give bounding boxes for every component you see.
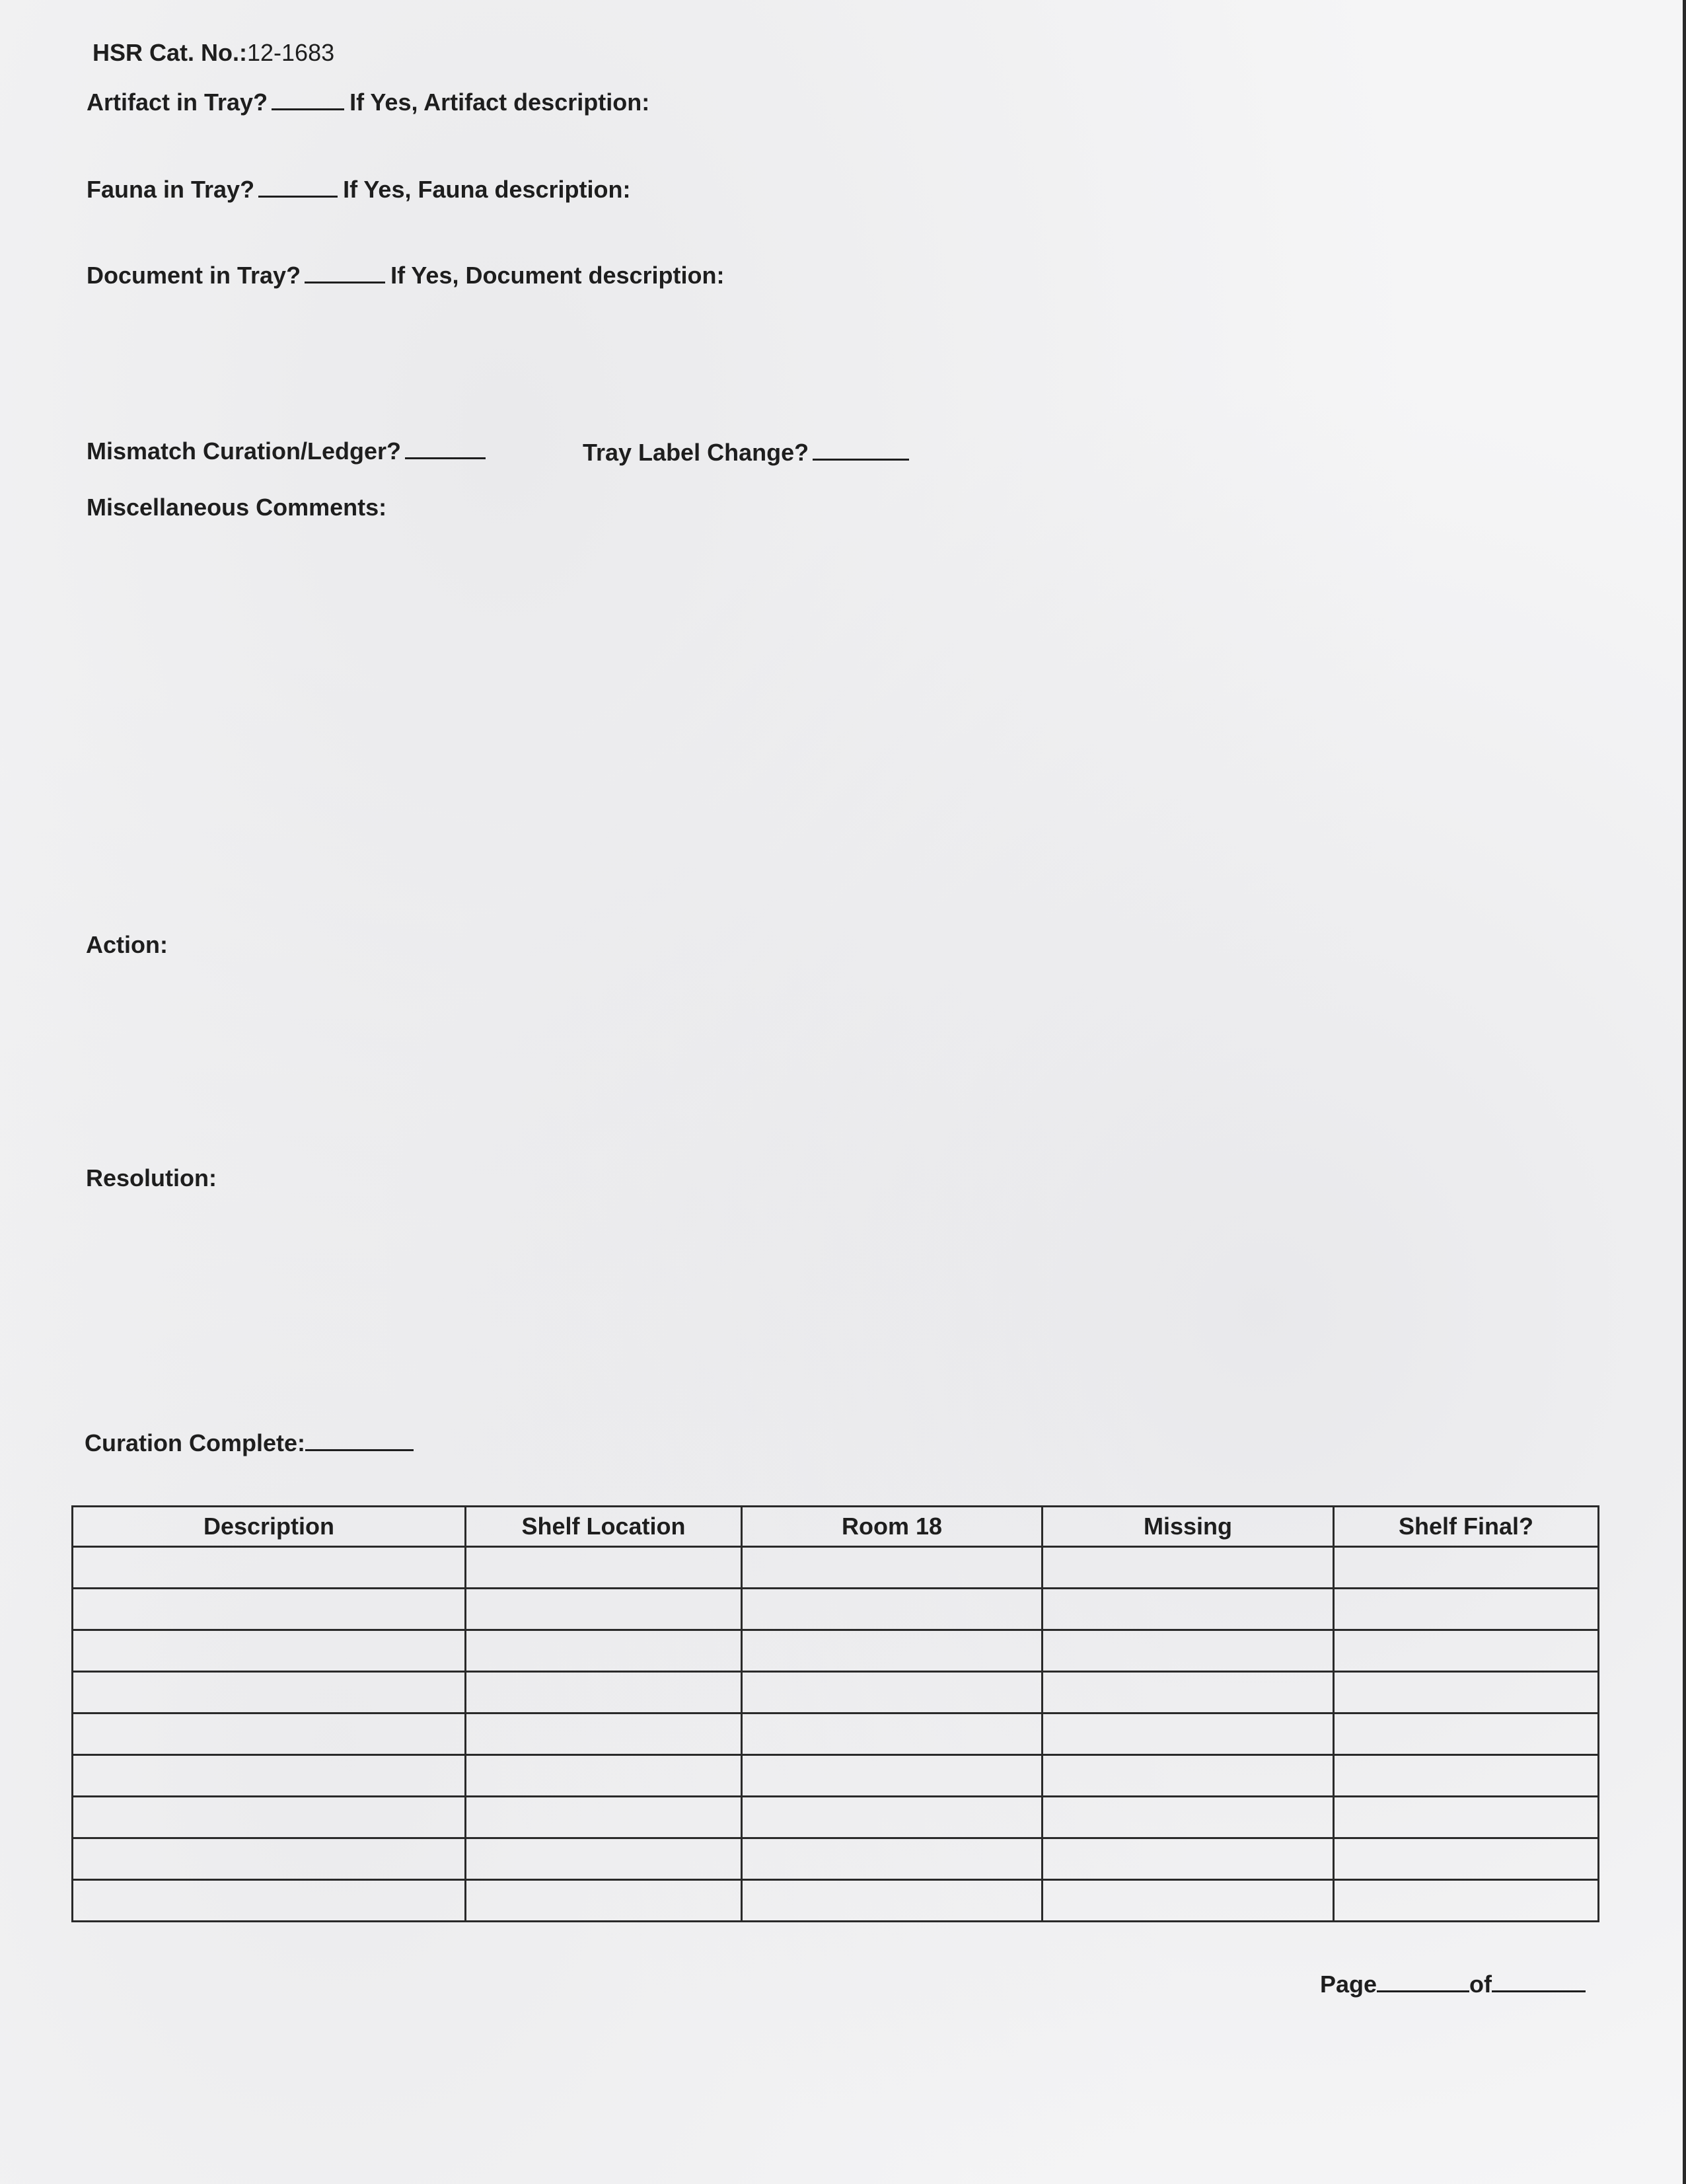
tray-label-answer-blank[interactable] [813,439,909,461]
page-number-blank[interactable] [1377,1971,1469,1992]
shelf-final-cell[interactable] [1334,1880,1599,1922]
room-18-cell[interactable] [742,1630,1043,1672]
table-header-row [73,1507,1599,1547]
missing-cell[interactable] [1043,1672,1334,1713]
description-cell[interactable] [73,1880,466,1922]
room-18-cell[interactable] [742,1880,1043,1922]
room-18-cell[interactable] [742,1797,1043,1838]
shelf-location-cell[interactable] [466,1797,742,1838]
table-row [73,1589,1599,1630]
room-18-cell[interactable] [742,1547,1043,1589]
shelf-final-cell[interactable] [1334,1838,1599,1880]
fauna-row [87,176,631,202]
column-header-room-18: Room 18 [742,1507,1043,1547]
artifact-answer-blank[interactable] [272,89,344,110]
shelf-final-cell[interactable] [1334,1672,1599,1713]
action-label: Action: [86,931,168,958]
table-row [73,1755,1599,1797]
shelf-final-cell[interactable] [1334,1589,1599,1630]
table-body [73,1547,1599,1922]
table-row [73,1838,1599,1880]
description-cell[interactable] [73,1755,466,1797]
curation-log-table [71,1505,1599,1922]
artifact-row [87,89,649,114]
description-cell[interactable] [73,1838,466,1880]
shelf-location-cell[interactable] [466,1547,742,1589]
table-row [73,1797,1599,1838]
mismatch-question: Mismatch Curation/Ledger? [87,437,402,465]
table-row [73,1672,1599,1713]
catalog-number [92,41,334,65]
shelf-final-cell[interactable] [1334,1797,1599,1838]
artifact-description-label: If Yes, Artifact description: [349,89,650,116]
shelf-location-cell[interactable] [466,1630,742,1672]
fauna-answer-blank[interactable] [258,176,338,198]
missing-cell[interactable] [1043,1797,1334,1838]
shelf-final-cell[interactable] [1334,1755,1599,1797]
room-18-cell[interactable] [742,1589,1043,1630]
column-header-shelf-location: Shelf Location [466,1507,742,1547]
description-cell[interactable] [73,1630,466,1672]
missing-cell[interactable] [1043,1630,1334,1672]
shelf-location-cell[interactable] [466,1713,742,1755]
room-18-cell[interactable] [742,1672,1043,1713]
missing-cell[interactable] [1043,1838,1334,1880]
table-row [73,1880,1599,1922]
tray-label-row [583,439,914,465]
shelf-location-cell[interactable] [466,1589,742,1630]
mismatch-answer-blank[interactable] [405,437,486,459]
page-total-blank[interactable] [1492,1971,1586,1992]
missing-cell[interactable] [1043,1589,1334,1630]
missing-cell[interactable] [1043,1880,1334,1922]
fauna-description-label: If Yes, Fauna description: [343,176,631,203]
resolution-label: Resolution: [86,1164,217,1191]
room-18-cell[interactable] [742,1755,1043,1797]
misc-comments-label: Miscellaneous Comments: [87,494,387,521]
curation-complete-row [85,1429,419,1455]
tray-label-question: Tray Label Change? [583,439,809,466]
room-18-cell[interactable] [742,1713,1043,1755]
column-header-description: Description [73,1507,466,1547]
column-header-shelf-final: Shelf Final? [1334,1507,1599,1547]
mismatch-row [87,437,491,463]
curation-complete-label: Curation Complete: [85,1429,306,1456]
shelf-final-cell[interactable] [1334,1547,1599,1589]
shelf-location-cell[interactable] [466,1672,742,1713]
document-answer-blank[interactable] [305,262,385,283]
description-cell[interactable] [73,1672,466,1713]
catalog-label: HSR Cat. No.: [92,39,247,66]
document-question: Document in Tray? [87,262,301,289]
description-cell[interactable] [73,1547,466,1589]
description-cell[interactable] [73,1589,466,1630]
page-label: Page [1320,1971,1377,1998]
page-number-footer [1320,1971,1586,1996]
document-description-label: If Yes, Document description: [390,262,725,289]
description-cell[interactable] [73,1797,466,1838]
missing-cell[interactable] [1043,1755,1334,1797]
shelf-location-cell[interactable] [466,1838,742,1880]
table-row [73,1547,1599,1589]
room-18-cell[interactable] [742,1838,1043,1880]
shelf-location-cell[interactable] [466,1755,742,1797]
column-header-missing: Missing [1043,1507,1334,1547]
of-label: of [1469,1971,1492,1998]
shelf-location-cell[interactable] [466,1880,742,1922]
artifact-question: Artifact in Tray? [87,89,268,116]
table-row [73,1630,1599,1672]
missing-cell[interactable] [1043,1547,1334,1589]
fauna-question: Fauna in Tray? [87,176,255,203]
table-row [73,1713,1599,1755]
description-cell[interactable] [73,1713,466,1755]
shelf-final-cell[interactable] [1334,1713,1599,1755]
shelf-final-cell[interactable] [1334,1630,1599,1672]
document-row [87,262,725,287]
catalog-value: 12-1683 [247,39,335,66]
missing-cell[interactable] [1043,1713,1334,1755]
curation-complete-blank[interactable] [305,1429,414,1451]
